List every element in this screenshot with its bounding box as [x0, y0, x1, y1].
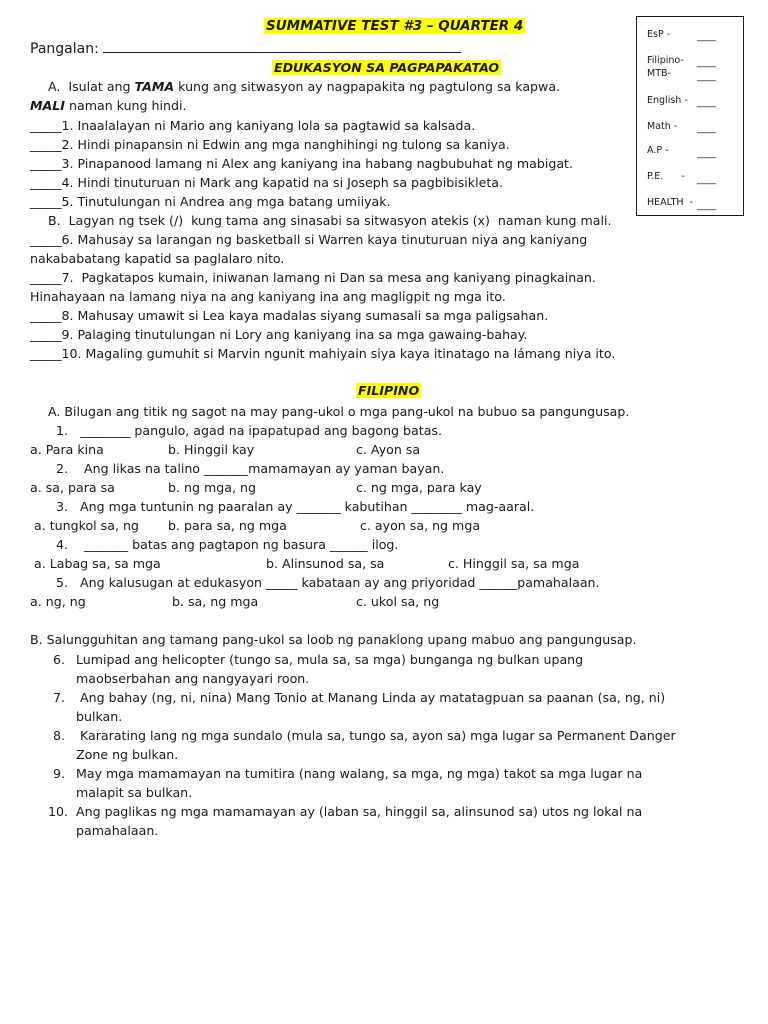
filipino-item-9: May mga mamamayan na tumitira (nang walang, sa mga, ng mga) takot sa mga lugar na: [76, 766, 643, 781]
esp-item-3: _____3. Pinapanood lamang ni Alex ang kaniyang ina habang nagbubuhat ng mabigat.: [30, 156, 573, 171]
name-field[interactable]: [30, 40, 461, 57]
score-label-english: English -: [647, 95, 688, 106]
score-label-mtb: MTB-: [647, 68, 671, 79]
score-blank-ap[interactable]: ____: [697, 148, 716, 159]
esp-item-10: _____10. Magaling gumuhit si Marvin ngunit mahiyain siya kaya itinatago na lámang niya ito.: [30, 346, 616, 361]
filipino-item-9-cont: malapit sa bulkan.: [76, 785, 193, 800]
esp-section-title: EDUKASYON SA PAGPAPAKATAO: [274, 60, 500, 75]
score-blank-english[interactable]: ____: [697, 97, 716, 108]
esp-item-6-cont: nakababatang kapatid sa paglalaro nito.: [30, 251, 285, 266]
choice-1b[interactable]: b. Hinggil kay: [168, 442, 255, 457]
filipino-item-10-number: 10.: [48, 804, 69, 819]
score-label-esp: EsP -: [647, 29, 671, 40]
filipino-question-2: 2. Ang likas na talino _______mamamayan ay yaman bayan.: [56, 461, 445, 476]
filipino-item-7-number: 7.: [53, 690, 66, 705]
choice-2c[interactable]: c. ng mga, para kay: [356, 480, 482, 495]
score-blank-math[interactable]: ____: [697, 123, 716, 134]
choice-3b[interactable]: b. para sa, ng mga: [168, 518, 287, 533]
test-title: SUMMATIVE TEST #3 – QUARTER 4: [266, 18, 524, 34]
filipino-item-7: Ang bahay (ng, ni, nina) Mang Tonio at Manang Linda ay matatagpuan sa paanan (sa, ng, ni): [76, 690, 666, 705]
score-label-pe: P.E. -: [647, 171, 685, 182]
esp-item-6: _____6. Mahusay sa larangan ng basketball si Warren kaya tinuturuan niya ang kaniyang: [30, 232, 588, 247]
filipino-item-8: Kararating lang ng mga sundalo (mula sa, tungo sa, ayon sa) mga lugar sa Permanent Danger: [76, 728, 676, 743]
choice-4c[interactable]: c. Hinggil sa, sa mga: [448, 556, 580, 571]
esp-a-instruction-cont: MALI naman kung hindi.: [30, 98, 187, 113]
esp-item-5: _____5. Tinutulungan ni Andrea ang mga batang umiiyak.: [30, 194, 391, 209]
score-blank-filipino[interactable]: ____: [697, 57, 716, 68]
choice-4b[interactable]: b. Alinsunod sa, sa: [266, 556, 385, 571]
filipino-item-6: Lumipad ang helicopter (tungo sa, mula sa, sa mga) bunganga ng bulkan upang: [76, 652, 584, 667]
filipino-item-6-cont: maobserbahan ang nangyayari roon.: [76, 671, 310, 686]
filipino-question-4: 4. _______ batas ang pagtapon ng basura ______ ilog.: [56, 537, 399, 552]
choice-5a[interactable]: a. ng, ng: [30, 594, 86, 609]
esp-item-4: _____4. Hindi tinuturuan ni Mark ang kapatid na si Joseph sa pagbibisikleta.: [30, 175, 504, 190]
filipino-item-8-cont: Zone ng bulkan.: [76, 747, 179, 762]
filipino-item-9-number: 9.: [53, 766, 66, 781]
esp-b-instruction: B. Lagyan ng tsek (/) kung tama ang sinasabi sa sitwasyon atekis (x) naman kung mali.: [48, 213, 612, 228]
choice-5c[interactable]: c. ukol sa, ng: [356, 594, 440, 609]
filipino-section-title: FILIPINO: [358, 383, 420, 398]
filipino-item-7-cont: bulkan.: [76, 709, 123, 724]
score-blank-mtb[interactable]: ____: [697, 71, 716, 82]
choice-1c[interactable]: c. Ayon sa: [356, 442, 421, 457]
choice-2b[interactable]: b. ng mga, ng: [168, 480, 256, 495]
score-label-filipino: Filipino-: [647, 55, 684, 66]
score-label-math: Math -: [647, 121, 678, 132]
filipino-a-instruction: A. Bilugan ang titik ng sagot na may pang-ukol o mga pang-ukol na bubuo sa pangungusap.: [48, 404, 630, 419]
choice-3c[interactable]: c. ayon sa, ng mga: [360, 518, 481, 533]
esp-item-9: _____9. Palaging tinutulungan ni Lory ang kaniyang ina sa mga gawaing-bahay.: [30, 327, 528, 342]
score-blank-health[interactable]: ____: [697, 200, 716, 211]
choice-5b[interactable]: b. sa, ng mga: [172, 594, 259, 609]
filipino-question-5: 5. Ang kalusugan at edukasyon _____ kabataan ay ang priyoridad ______pamahalaan.: [56, 575, 600, 590]
score-blank-esp[interactable]: ____: [697, 31, 716, 42]
score-box: [636, 16, 744, 216]
filipino-question-1: 1. ________ pangulo, agad na ipapatupad ang bagong batas.: [56, 423, 442, 438]
esp-item-7: _____7. Pagkatapos kumain, iniwanan lamang ni Dan sa mesa ang kaniyang pinagkainan.: [30, 270, 596, 285]
choice-4a[interactable]: a. Labag sa, sa mga: [34, 556, 161, 571]
filipino-item-8-number: 8.: [53, 728, 66, 743]
name-blank-line[interactable]: [103, 40, 461, 53]
esp-item-8: _____8. Mahusay umawit si Lea kaya madalas siyang sumasali sa mga paligsahan.: [30, 308, 549, 323]
esp-item-2: _____2. Hindi pinapansin ni Edwin ang mga nanghihingi ng tulong sa kaniya.: [30, 137, 510, 152]
filipino-question-3: 3. Ang mga tuntunin ng paaralan ay _______ kabutihan ________ mag-aaral.: [56, 499, 535, 514]
score-label-health: HEALTH -: [647, 197, 694, 208]
esp-a-instruction: A. Isulat ang TAMA kung ang sitwasyon ay nagpapakita ng pagtulong sa kapwa.: [48, 79, 561, 94]
filipino-item-10: Ang paglikas ng mga mamamayan ay (laban sa, hinggil sa, alinsunod sa) utos ng lokal na: [76, 804, 643, 819]
choice-3a[interactable]: a. tungkol sa, ng: [34, 518, 139, 533]
filipino-b-instruction: B. Salungguhitan ang tamang pang-ukol sa loob ng panaklong upang mabuo ang pangungusap.: [30, 632, 637, 647]
esp-item-1: _____1. Inaalalayan ni Mario ang kaniyang lola sa pagtawid sa kalsada.: [30, 118, 476, 133]
score-label-ap: A.P -: [647, 145, 669, 156]
score-blank-pe[interactable]: ____: [697, 174, 716, 185]
filipino-item-10-cont: pamahalaan.: [76, 823, 159, 838]
esp-item-7-cont: Hinahayaan na lamang niya na ang kaniyang ina ang magligpit ng mga ito.: [30, 289, 506, 304]
filipino-item-6-number: 6.: [53, 652, 66, 667]
choice-1a[interactable]: a. Para kina: [30, 442, 104, 457]
name-label: Pangalan:: [30, 41, 99, 57]
choice-2a[interactable]: a. sa, para sa: [30, 480, 115, 495]
